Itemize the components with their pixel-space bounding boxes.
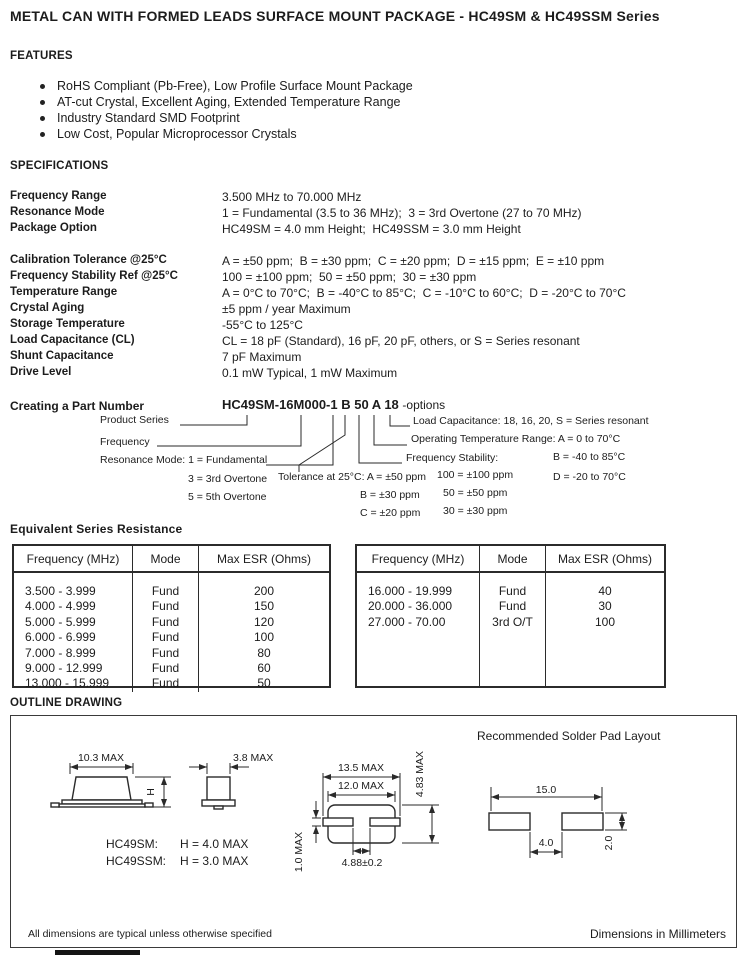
solder-pad-title: Recommended Solder Pad Layout — [477, 729, 661, 743]
spec-value: A = ±50 ppm; B = ±30 ppm; C = ±20 ppm; D = ±15 ppm; E = ±10 ppm — [222, 254, 605, 268]
table-cell: 200 — [253, 584, 275, 598]
table-cell: Fund — [151, 676, 180, 691]
spec-value: CL = 18 pF (Standard), 16 pF, 20 pF, others, or S = Series resonant — [222, 334, 580, 348]
spec-row — [10, 270, 740, 286]
part-number-options-suffix: -options — [402, 398, 446, 412]
pn-label-load-capacitance: Load Capacitance: 18, 16, 20, S = Series resonant — [413, 415, 649, 427]
solder-pad-layout — [489, 784, 627, 858]
spec-label: Temperature Range — [10, 286, 118, 298]
esr-col-frequency: Frequency (MHz) — [357, 546, 479, 573]
pn-label-operating-temp: Operating Temperature Range: A = 0 to 70°C — [411, 433, 621, 445]
spec-label: Shunt Capacitance — [10, 350, 114, 362]
spec-value: A = 0°C to 70°C; B = -40°C to 85°C; C = -10°C to 60°C; D = -20°C to 70°C — [222, 286, 626, 300]
spec-label: Storage Temperature — [10, 318, 125, 330]
spec-label: Drive Level — [10, 366, 72, 378]
page-title: METAL CAN WITH FORMED LEADS SURFACE MOUNT PACKAGE - HC49SM & HC49SSM Series — [10, 8, 660, 24]
table-cell: Fund — [498, 584, 527, 598]
dim-top-outer-width: 13.5 MAX — [337, 762, 385, 774]
legend-value: H = 4.0 MAX — [180, 837, 249, 851]
dim-pad-span: 15.0 — [535, 784, 557, 796]
spec-row — [10, 302, 740, 318]
legend-label: HC49SSM: — [106, 854, 167, 868]
esr-mode-values — [132, 573, 198, 692]
pn-label-tolerance-b: B = ±30 ppm — [360, 489, 420, 501]
dimensions-note: All dimensions are typical unless otherwise specified — [28, 928, 272, 940]
table-cell: 80 — [257, 645, 271, 660]
legend-label: HC49SM: — [106, 837, 159, 851]
table-cell: 27.000 - 70.00 — [368, 614, 446, 629]
spec-label: Frequency Stability Ref @25°C — [10, 270, 178, 282]
pn-label-product-series: Product Series — [100, 414, 169, 426]
spec-row — [10, 286, 740, 302]
spec-row — [10, 190, 740, 206]
esr-maxesr-values — [545, 573, 664, 686]
table-cell: 13.000 - 15.999 — [25, 676, 110, 691]
spec-label: Calibration Tolerance @25°C — [10, 254, 167, 266]
outline-drawing-box — [10, 715, 737, 948]
table-cell: 40 — [598, 584, 612, 598]
spec-value: -55°C to 125°C — [222, 318, 303, 332]
feature-item: Low Cost, Popular Microprocessor Crystals — [40, 127, 413, 143]
legend-value: H = 3.0 MAX — [180, 854, 249, 868]
spec-row — [10, 222, 740, 238]
bullet-icon — [40, 132, 45, 137]
table-cell: 100 — [253, 630, 275, 645]
footer-bar-partial — [55, 950, 140, 955]
dim-side-width: 3.8 MAX — [233, 752, 274, 764]
spec-row — [10, 350, 740, 366]
table-cell: 5.000 - 5.999 — [25, 614, 96, 629]
dim-lead-thickness: 1.0 MAX — [293, 831, 305, 873]
table-cell: 4.000 - 4.999 — [25, 599, 96, 614]
pn-label-stability-50: 50 = ±50 ppm — [443, 487, 508, 499]
table-cell: Fund — [151, 661, 180, 676]
esr-col-mode: Mode — [132, 546, 198, 573]
pn-label-overtone-3: 3 = 3rd Overtone — [188, 473, 268, 485]
table-cell: 60 — [257, 661, 271, 676]
table-cell: Fund — [151, 630, 180, 645]
table-cell: 20.000 - 36.000 — [368, 599, 453, 614]
esr-heading: Equivalent Series Resistance — [10, 522, 183, 536]
units-note: Dimensions in Millimeters — [589, 927, 726, 941]
table-cell: 150 — [253, 599, 275, 614]
specifications-list — [10, 190, 740, 382]
table-cell: 50 — [257, 676, 271, 691]
table-cell: Fund — [151, 645, 180, 660]
dim-pad-height: 2.0 — [603, 835, 615, 851]
bottom-view — [293, 751, 439, 872]
esr-frequency-values — [357, 573, 479, 686]
table-cell: Fund — [498, 599, 527, 614]
pn-label-stability-100: 100 = ±100 ppm — [437, 469, 514, 481]
esr-mode-values — [479, 573, 545, 686]
pn-label-tolerance-c: C = ±20 ppm — [360, 507, 421, 519]
table-cell: Fund — [151, 584, 180, 598]
features-list — [40, 79, 413, 143]
spec-value: 100 = ±100 ppm; 50 = ±50 ppm; 30 = ±30 ppm — [222, 270, 477, 284]
table-cell: 6.000 - 6.999 — [25, 630, 96, 645]
table-cell: 120 — [253, 614, 275, 629]
spec-row — [10, 206, 740, 222]
spec-label: Frequency Range — [10, 190, 107, 202]
esr-col-maxesr: Max ESR (Ohms) — [545, 546, 664, 573]
dim-lead-gap: 4.88±0.2 — [341, 857, 383, 869]
side-view — [189, 752, 273, 809]
spec-row — [10, 334, 740, 350]
spec-row — [10, 366, 740, 382]
spec-label: Package Option — [10, 222, 97, 234]
spec-label: Crystal Aging — [10, 302, 85, 314]
table-cell: 7.000 - 8.999 — [25, 645, 96, 660]
spec-row — [10, 318, 740, 334]
feature-item: AT-cut Crystal, Excellent Aging, Extended Temperature Range — [40, 95, 413, 111]
esr-col-mode: Mode — [479, 546, 545, 573]
pn-label-operating-temp-d: D = -20 to 70°C — [553, 471, 626, 483]
specifications-heading: SPECIFICATIONS — [10, 160, 109, 172]
spec-value: ±5 ppm / year Maximum — [222, 302, 351, 316]
esr-col-frequency: Frequency (MHz) — [14, 546, 132, 573]
table-cell: 16.000 - 19.999 — [368, 584, 453, 598]
pn-label-frequency: Frequency — [100, 436, 150, 448]
spec-row — [10, 254, 740, 270]
dim-front-width: 10.3 MAX — [77, 752, 125, 764]
outline-heading: OUTLINE DRAWING — [10, 697, 123, 709]
feature-item: Industry Standard SMD Footprint — [40, 111, 413, 127]
esr-maxesr-values — [198, 573, 329, 692]
pn-label-overtone-5: 5 = 5th Overtone — [188, 491, 267, 503]
esr-col-maxesr: Max ESR (Ohms) — [198, 546, 329, 573]
pn-label-frequency-stability: Frequency Stability: — [406, 452, 499, 464]
pn-label-resonance-mode: Resonance Mode: 1 = Fundamental — [100, 454, 268, 466]
dim-top-height: 4.83 MAX — [414, 750, 426, 798]
table-cell: 30 — [598, 599, 612, 614]
front-view — [51, 752, 171, 807]
dim-pad-gap: 4.0 — [538, 837, 554, 849]
spec-value: 7 pF Maximum — [222, 350, 302, 364]
spec-value: 0.1 mW Typical, 1 mW Maximum — [222, 366, 398, 380]
table-cell: 100 — [594, 614, 616, 629]
table-cell: 3.500 - 3.999 — [25, 584, 96, 598]
feature-item: RoHS Compliant (Pb-Free), Low Profile Surface Mount Package — [40, 79, 413, 95]
part-number-heading: Creating a Part Number — [10, 399, 145, 413]
features-heading: FEATURES — [10, 50, 73, 62]
spec-label: Load Capacitance (CL) — [10, 334, 135, 346]
part-number: HC49SM-16M000-1 B 50 A 18 -options — [222, 397, 446, 412]
pn-label-tolerance: Tolerance at 25°C: A = ±50 ppm — [278, 471, 427, 483]
outline-drawing — [11, 716, 735, 946]
table-cell: 3rd O/T — [492, 614, 533, 629]
bullet-icon — [40, 116, 45, 121]
dim-top-body-width: 12.0 MAX — [337, 780, 385, 792]
spec-value: 3.500 MHz to 70.000 MHz — [222, 190, 362, 204]
spec-value: 1 = Fundamental (3.5 to 36 MHz); 3 = 3rd Overtone (27 to 70 MHz) — [222, 206, 582, 220]
spec-value: HC49SM = 4.0 mm Height; HC49SSM = 3.0 mm Height — [222, 222, 521, 236]
spec-label: Resonance Mode — [10, 206, 105, 218]
esr-table-left — [12, 544, 331, 691]
table-cell: 9.000 - 12.999 — [25, 661, 103, 676]
dim-height-symbol: H — [145, 788, 157, 796]
table-cell: Fund — [151, 614, 180, 629]
bullet-icon — [40, 100, 45, 105]
table-cell: Fund — [151, 599, 180, 614]
part-number-diagram — [0, 395, 748, 525]
esr-frequency-values — [14, 573, 132, 692]
package-height-legend — [106, 836, 248, 870]
esr-table-right — [355, 544, 666, 688]
pn-label-stability-30: 30 = ±30 ppm — [443, 505, 508, 517]
bullet-icon — [40, 84, 45, 89]
spacer — [10, 238, 740, 254]
pn-label-operating-temp-b: B = -40 to 85°C — [553, 451, 626, 463]
